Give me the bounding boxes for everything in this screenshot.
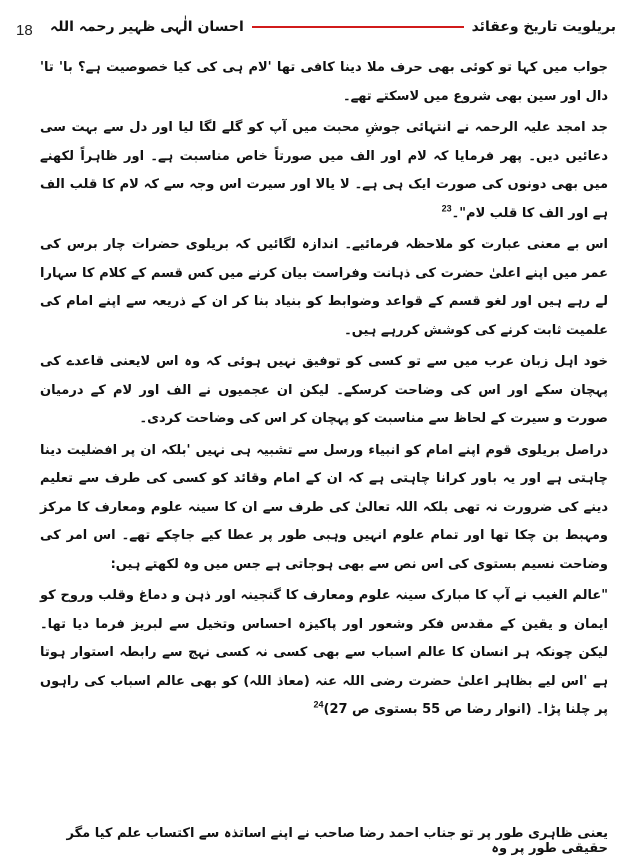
footnote-marker-24: 24 <box>313 699 324 710</box>
paragraph-3: اس بے معنی عبارت کو ملاحظہ فرمائیے۔ اندازہ لگائیں کہ بریلوی حضرات چار برس کی عمر میں اپنے اعلیٰ حضرت کی ذہانت وفراست بیان کرنے میں کس قسم کے کلام کا سہارا لے رہے ہیں اور لغو قسم کے قواعد وضوابط کو بنیاد بنا کر ان کے ذریعہ سے اپنے امام کی علمیت ثابت کرنے کی کوشش کررہے ہیں۔ <box>40 237 608 338</box>
quotation-paragraph: "عالم الغیب نے آپ کا مبارک سینہ علوم ومعارف کا گنجینہ اور ذہن و دماغ وقلب وروح کو ایمان و یقین کے مقدس فکر وشعور اور پاکیزہ احساس وتخیل سے لبریز فرما دیا تھا۔ لیکن چونکہ ہر انسان کا عالم اسباب سے بھی کسی نہ کسی نہج سے رابطہ استوار ہوتا ہے 'اس لیے بظاہر اعلیٰ حضرت رضی اللہ عنہ (معاذ اللہ) کو بھی عالم اسباب کی راہوں پر چلنا پڑا۔ (انوار رضا ص 55 بستوی ص 27)$^{24}$ <box>40 588 608 717</box>
page-body <box>40 54 608 725</box>
running-header <box>50 10 616 44</box>
paragraph-1: جواب میں کہا تو کوئی بھی حرف ملا دینا کافی تھا 'لام ہی کی کیا خصوصیت ہے؟ با' تا' دال اور سین بھی شروع میں لاسکتے تھے۔ <box>40 60 608 104</box>
paragraph-5: دراصل بریلوی قوم اپنے امام کو انبیاء ورسل سے تشبیہ ہی نہیں 'بلکہ ان پر افضلیت دینا چاہتی ہے اور یہ باور کرانا چاہتی ہے کہ ان کے امام وقائد کو کسی کی طرف سے تعلیم دینے کی ضرورت نہ تھی بلکہ اللہ تعالیٰ کی طرف سے ان کا سینہ علوم ومعارف کا مرکز ومہبط بن چکا تھا اور تمام علوم انہیں وہبی طور پر عطا کیے جاچکے تھے۔ اس امر کی وضاحت نسیم بستوی کی اس نص سے بھی ہوجاتی ہے جس میں وہ لکھتے ہیں: <box>40 442 608 572</box>
paragraph-4: خود اہل زبان عرب میں سے تو کسی کو توفیق نہیں ہوئی کہ وہ اس لایعنی قاعدے کی پہچان سکے اور اس کی وضاحت کرسکے۔ لیکن ان عجمیوں نے الف اور لام کے درمیان صورت و سیرت کے لحاظ سے مناسبت کو پہچان کر اس کی وضاحت کردی۔ <box>40 354 608 426</box>
header-rule <box>252 26 464 28</box>
paragraph-2: جد امجد علیہ الرحمہ نے انتہائی جوشِ محبت میں آپ کو گلے لگا لیا اور دل سے بہت سی دعائیں دیں۔ پھر فرمایا کہ لام اور الف میں صورتاً خاص مناسبت ہے۔ اور ظاہراً لکھنے میں بھی دونوں کی صورت ایک ہی ہے۔ لا یالا اور سیرت اس وجہ سے کہ لام کا قلب الف ہے اور الف کا قلب لام"۔$^{23}$ <box>40 120 608 221</box>
page-number: 18 <box>16 22 33 39</box>
footnote-marker-23: 23 <box>441 203 452 214</box>
last-line: یعنی ظاہری طور پر تو جناب احمد رضا صاحب نے اپنے اساتذہ سے اکتساب علم کیا مگر حقیقی طور پر وہ <box>66 826 608 856</box>
header-author: احسان الٰہی ظہیر رحمہ اللہ <box>50 19 244 35</box>
header-book-title: بریلویت تاریخ وعقائد <box>471 19 616 35</box>
